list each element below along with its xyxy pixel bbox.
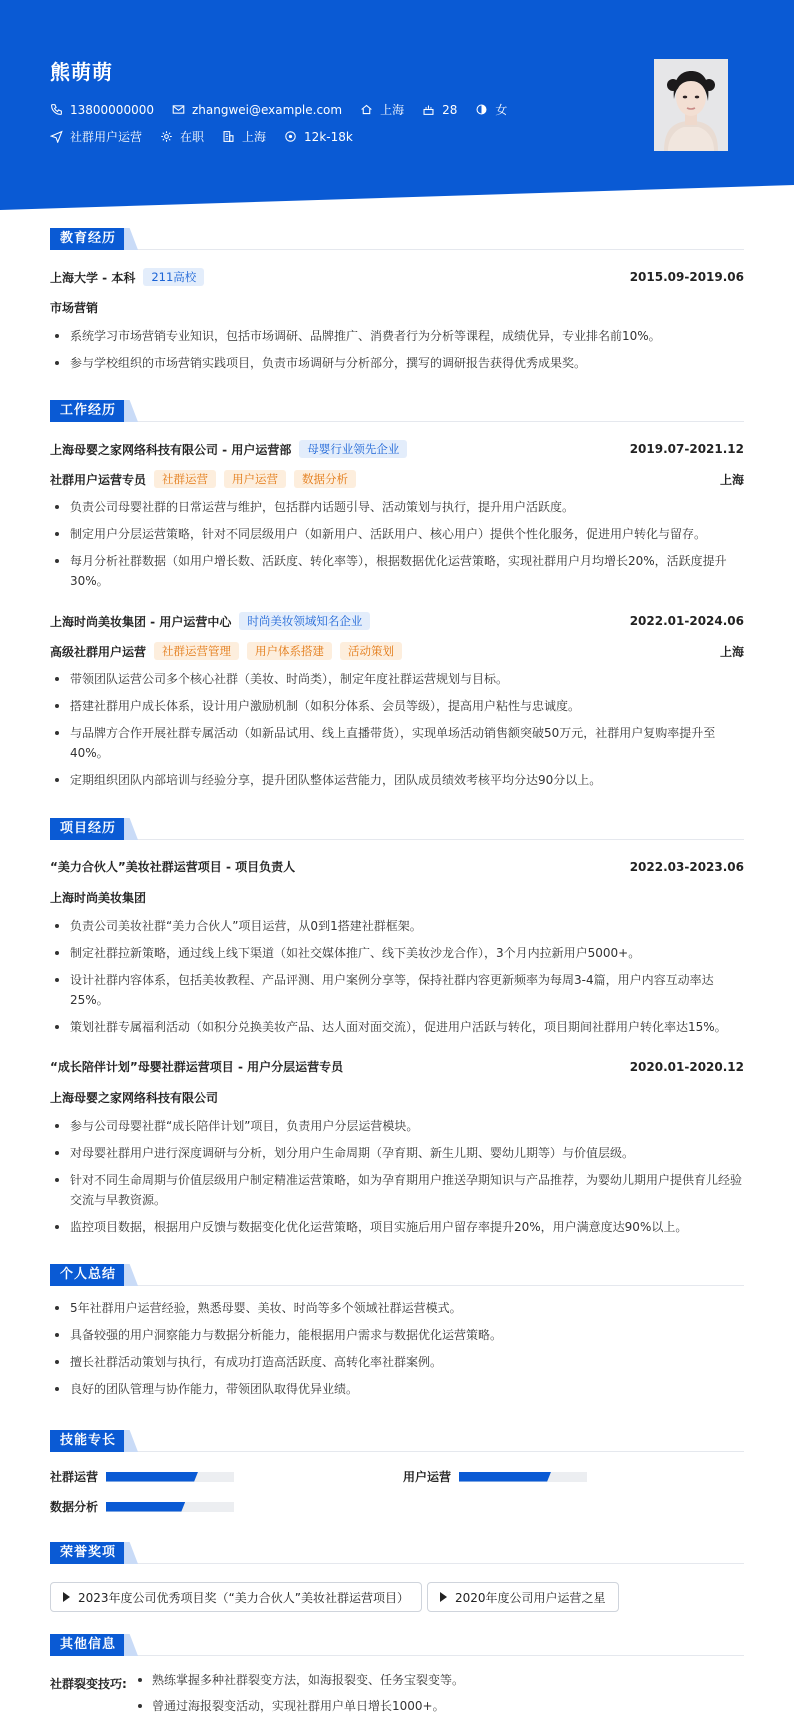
phone-text: 13800000000 [70,102,154,117]
list-item: 参与学校组织的市场营销实践项目，负责市场调研与分析部分，撰写的调研报告获得优秀成果奖。 [50,353,744,373]
summary-section [50,1264,744,1404]
list-item: 与品牌方合作开展社群专属活动（如新品试用、线上直播带货），实现单场活动销售额突破50万元，社群用户复购率提升至40%。 [50,723,744,763]
home-icon [360,103,373,116]
skill-name: 数据分析 [50,1500,99,1514]
section-header [50,400,744,422]
major: 市场营销 [50,301,99,315]
company-tag: 母婴行业领先企业 [299,440,407,458]
skill-name: 社群运营 [50,1470,99,1484]
section-title: 工作经历 [50,400,126,422]
summary-bullets [50,1298,744,1406]
section-title: 其他信息 [50,1634,126,1656]
age-item [422,103,457,117]
candidate-name: 熊萌萌 [50,60,113,84]
target-city-text: 上海 [242,130,267,144]
award-item [427,1582,619,1612]
section-header [50,1264,744,1286]
play-icon [63,1592,70,1602]
status-item [160,128,204,145]
section-title: 项目经历 [50,818,126,840]
skill-item [50,1498,234,1515]
company-name: 上海时尚美妆集团 - 用户运营中心 [50,614,232,629]
list-item: 带领团队运营公司多个核心社群（美妆、时尚类），制定年度社群运营规划与目标。 [50,669,744,689]
section-title: 教育经历 [50,228,126,250]
target-role-item [50,128,142,145]
skill-tag: 用户运营 [224,470,286,488]
list-item: 针对不同生命周期与价值层级用户制定精准运营策略，如为孕育期用户推送孕期知识与产品推荐，为婴幼儿期用户提供育儿经验交流与早教资源。 [50,1170,744,1210]
mail-icon [172,103,185,116]
cake-icon [422,103,435,116]
company-name: 上海母婴之家网络科技有限公司 - 用户运营部 [50,442,292,457]
skill-tag: 社群运营 [154,470,216,488]
list-item: 参与公司母婴社群“成长陪伴计划”项目，负责用户分层运营模块。 [50,1116,744,1136]
award-text: 2023年度公司优秀项目奖（“美力合伙人”美妆社群运营项目） [78,1590,409,1605]
section-title: 个人总结 [50,1264,126,1286]
job-intent-row [50,128,371,145]
list-item: 擅长社群活动策划与执行，有成功打造高活跃度、高转化率社群案例。 [50,1352,744,1372]
project-bullets [50,1116,744,1244]
work-city: 上海 [719,644,744,659]
skill-bar-fill [459,1472,551,1482]
list-item: 搭建社群用户成长体系，设计用户激励机制（如积分体系、会员等级），提高用户粘性与忠诚度。 [50,696,744,716]
target-city-item [222,128,266,145]
role-name: 社群用户运营专员 [50,472,147,487]
skill-bar-fill [106,1472,198,1482]
contact-row [50,101,525,118]
project-org: 上海母婴之家网络科技有限公司 [50,1091,219,1105]
list-item: 负责公司美妆社群“美力合伙人”项目运营，从0到1搭建社群框架。 [50,916,744,936]
work-role-row [50,642,744,660]
building-icon [222,130,235,143]
skill-item [403,1468,587,1485]
email-item [172,103,342,117]
work-company-row [50,440,744,458]
work-city: 上海 [719,472,744,487]
project-bullets [50,916,744,1044]
awards-list [50,1582,744,1614]
project-row [50,1058,744,1075]
city-text: 上海 [380,103,405,117]
award-item [50,1582,422,1612]
gender-text: 女 [495,103,508,117]
list-item: 系统学习市场营销专业知识，包括市场调研、品牌推广、消费者行为分析等课程，成绩优异，专业排名前10%。 [50,326,744,346]
project-period: 2022.03-2023.06 [629,859,744,874]
work-role-row [50,470,744,488]
company-tag: 时尚美妆领域知名企业 [239,612,370,630]
play-icon [440,1592,447,1602]
section-title: 荣誉奖项 [50,1542,126,1564]
list-item: 设计社群内容体系，包括美妆教程、产品评测、用户案例分享等，保持社群内容更新频率为每周3-4篇，用户内容互动率达25%。 [50,970,744,1010]
list-item: 5年社群用户运营经验，熟悉母婴、美妆、时尚等多个领域社群运营模式。 [50,1298,744,1318]
work-bullets [50,497,744,598]
list-item: 负责公司母婴社群的日常运营与维护，包括群内话题引导、活动策划与执行，提升用户活跃度。 [50,497,744,517]
skill-tag: 活动策划 [340,642,402,660]
skill-bar-fill [106,1502,185,1512]
section-header [50,1430,744,1452]
project-name: “成长陪伴计划”母婴社群运营项目 - 用户分层运营专员 [50,1060,344,1074]
skills-section [50,1430,744,1520]
age-text: 28 [442,102,458,117]
list-item: 制定用户分层运营策略，针对不同层级用户（如新用户、活跃用户、核心用户）提供个性化服务，促进用户转化与留存。 [50,524,744,544]
section-header [50,228,744,250]
skill-bar [459,1472,587,1482]
section-header [50,818,744,840]
money-icon [284,130,297,143]
gender-icon [475,103,488,116]
award-text: 2020年度公司用户运营之星 [455,1590,606,1605]
list-item: 具备较强的用户洞察能力与数据分析能力，能根据用户需求与数据优化运营策略。 [50,1325,744,1345]
skill-item [50,1468,234,1485]
list-item: 监控项目数据，根据用户反馈与数据变化优化运营策略，项目实施后用户留存率提升20%，用户满意度达90%以上。 [50,1217,744,1237]
work-section [50,400,744,800]
phone-item [50,103,154,117]
email-text: zhangwei@example.com [191,102,343,117]
school-name: 上海大学 - 本科 [50,270,136,285]
skill-name: 用户运营 [403,1470,452,1484]
phone-icon [50,103,63,116]
education-row [50,268,744,286]
portrait-image [654,59,728,151]
education-bullets [50,326,744,380]
skill-bar [106,1502,234,1512]
salary-item [284,130,353,144]
project-name: “美力合伙人”美妆社群运营项目 - 项目负责人 [50,860,296,874]
section-header [50,1634,744,1656]
section-header [50,1542,744,1564]
other-section [50,1634,744,1734]
school-tag: 211高校 [143,268,204,286]
avatar [654,59,728,151]
other-label: 社群裂变技巧: [50,1677,127,1691]
status-text: 在职 [180,130,205,144]
list-item: 熟练掌握多种社群裂变方法，如海报裂变、任务宝裂变等。 [132,1670,464,1690]
city-item [360,101,404,118]
gender-item [475,101,507,118]
project-org: 上海时尚美妆集团 [50,891,147,905]
list-item: 曾通过海报裂变活动，实现社群用户单日增长1000+。 [132,1696,464,1716]
other-bullets [132,1670,464,1722]
gear-icon [160,130,173,143]
work-period: 2022.01-2024.06 [629,614,744,628]
list-item: 定期组织团队内部培训与经验分享，提升团队整体运营能力，团队成员绩效考核平均分达90分以上。 [50,770,744,790]
send-icon [50,130,63,143]
list-item: 良好的团队管理与协作能力，带领团队取得优异业绩。 [50,1379,744,1399]
list-item: 每月分析社群数据（如用户增长数、活跃度、转化率等），根据数据优化运营策略，实现社群用户月均增长20%，活跃度提升30%。 [50,551,744,591]
awards-section [50,1542,744,1612]
skill-tag: 社群运营管理 [154,642,239,660]
skill-tag: 数据分析 [294,470,356,488]
education-period: 2015.09-2019.06 [629,270,744,284]
skill-tag: 用户体系搭建 [247,642,332,660]
skill-bar [106,1472,234,1482]
work-bullets [50,669,744,797]
education-section [50,228,744,378]
project-row [50,858,744,875]
target-role-text: 社群用户运营 [70,130,143,144]
list-item: 对母婴社群用户进行深度调研与分析，划分用户生命周期（孕育期、新生儿期、婴幼儿期等）与价值层级。 [50,1143,744,1163]
section-title: 技能专长 [50,1430,126,1452]
list-item: 策划社群专属福利活动（如积分兑换美妆产品、达人面对面交流），促进用户活跃与转化，项目期间社群用户转化率达15%。 [50,1017,744,1037]
list-item: 制定社群拉新策略，通过线上线下渠道（如社交媒体推广、线下美妆沙龙合作），3个月内拉新用户5000+。 [50,943,744,963]
work-period: 2019.07-2021.12 [629,442,744,456]
project-period: 2020.01-2020.12 [629,1059,744,1074]
work-company-row [50,612,744,630]
resume-header [0,0,794,210]
role-name: 高级社群用户运营 [50,644,147,659]
salary-text: 12k-18k [304,129,353,144]
projects-section [50,818,744,1248]
